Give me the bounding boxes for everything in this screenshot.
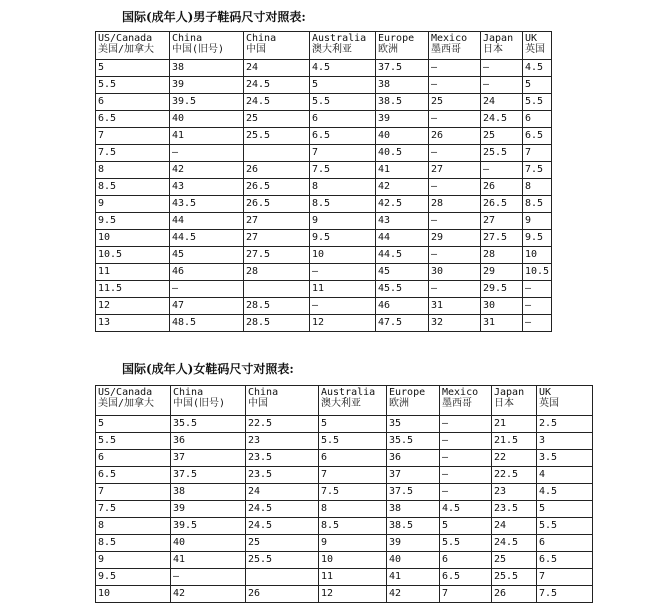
table-row bbox=[96, 586, 593, 603]
column-header bbox=[310, 32, 376, 60]
table-cell: 28 bbox=[429, 196, 481, 213]
column-header-en: Europe bbox=[389, 387, 426, 398]
table-cell: 10 bbox=[310, 247, 376, 264]
table-cell: – bbox=[310, 264, 376, 281]
table-row bbox=[96, 315, 552, 332]
table-row bbox=[96, 467, 593, 484]
table-cell: 8.5 bbox=[319, 518, 387, 535]
table-row bbox=[96, 213, 552, 230]
table-row bbox=[96, 450, 593, 467]
table-cell: 31 bbox=[481, 315, 523, 332]
table-cell: 7 bbox=[310, 145, 376, 162]
column-header-zh: 墨西哥 bbox=[431, 44, 461, 55]
table-cell: 41 bbox=[387, 569, 440, 586]
table-cell: 24.5 bbox=[244, 94, 310, 111]
table-cell: 45 bbox=[376, 264, 429, 281]
table-cell: 31 bbox=[429, 298, 481, 315]
table-cell: 12 bbox=[319, 586, 387, 603]
table-cell: 26 bbox=[481, 179, 523, 196]
table-cell: 26.5 bbox=[244, 196, 310, 213]
table-cell: 8.5 bbox=[96, 535, 171, 552]
table-cell: 26.5 bbox=[244, 179, 310, 196]
table-cell: 47.5 bbox=[376, 315, 429, 332]
table-cell: 21 bbox=[492, 416, 537, 433]
column-header-zh: 墨西哥 bbox=[442, 398, 472, 409]
table-cell: 4 bbox=[537, 467, 593, 484]
table-cell: 37 bbox=[171, 450, 246, 467]
table-cell: 10.5 bbox=[523, 264, 552, 281]
table-cell: 28.5 bbox=[244, 298, 310, 315]
table-cell: 35.5 bbox=[171, 416, 246, 433]
table-cell: 4.5 bbox=[537, 484, 593, 501]
column-header-zh: 澳大利亚 bbox=[312, 44, 352, 55]
table-cell: 35 bbox=[387, 416, 440, 433]
table-cell: – bbox=[170, 145, 244, 162]
table-cell: – bbox=[429, 111, 481, 128]
table-cell: – bbox=[440, 450, 492, 467]
table-cell: – bbox=[523, 298, 552, 315]
column-header bbox=[96, 32, 170, 60]
table-cell: – bbox=[429, 60, 481, 77]
table-cell: – bbox=[429, 77, 481, 94]
table-cell: 25 bbox=[429, 94, 481, 111]
table-cell: 27 bbox=[429, 162, 481, 179]
table-cell: – bbox=[523, 281, 552, 298]
table-cell: 39.5 bbox=[171, 518, 246, 535]
table-cell: 7.5 bbox=[523, 162, 552, 179]
column-header bbox=[481, 32, 523, 60]
table-cell: 44 bbox=[170, 213, 244, 230]
header-row bbox=[96, 386, 593, 416]
column-header bbox=[429, 32, 481, 60]
table-cell: 8 bbox=[319, 501, 387, 518]
column-header-zh: 英国 bbox=[525, 44, 545, 55]
table-cell: 24.5 bbox=[244, 77, 310, 94]
column-header-en: China bbox=[248, 387, 279, 398]
table-cell: 7 bbox=[319, 467, 387, 484]
table-cell: 8.5 bbox=[96, 179, 170, 196]
table-cell: 4.5 bbox=[523, 60, 552, 77]
table-row bbox=[96, 179, 552, 196]
table-cell: 6.5 bbox=[440, 569, 492, 586]
column-header-zh: 中国 bbox=[248, 398, 268, 409]
column-header-en: UK bbox=[525, 33, 538, 44]
table-cell: 7 bbox=[96, 484, 171, 501]
table-row bbox=[96, 281, 552, 298]
table-cell: 5.5 bbox=[440, 535, 492, 552]
table-cell: 37.5 bbox=[387, 484, 440, 501]
table-cell: 5 bbox=[310, 77, 376, 94]
table-cell: 26 bbox=[492, 586, 537, 603]
table-cell: – bbox=[170, 281, 244, 298]
table-cell: 39 bbox=[376, 111, 429, 128]
table-row bbox=[96, 128, 552, 145]
table-cell: 23 bbox=[492, 484, 537, 501]
column-header-zh: 美国/加拿大 bbox=[98, 398, 155, 409]
column-header-zh: 中国 bbox=[246, 44, 266, 55]
table-cell: 47 bbox=[170, 298, 244, 315]
table-cell: – bbox=[171, 569, 246, 586]
table-cell: 38 bbox=[376, 77, 429, 94]
table-cell: 21.5 bbox=[492, 433, 537, 450]
table-cell: 11.5 bbox=[96, 281, 170, 298]
table-cell: 10 bbox=[96, 230, 170, 247]
table-cell: – bbox=[523, 315, 552, 332]
table-cell: 36 bbox=[387, 450, 440, 467]
table-cell: 5.5 bbox=[310, 94, 376, 111]
table-cell: 42 bbox=[387, 586, 440, 603]
column-header-en: Japan bbox=[494, 387, 525, 398]
table-cell: 10 bbox=[96, 586, 171, 603]
column-header-zh: 英国 bbox=[539, 398, 559, 409]
table-cell: 40 bbox=[170, 111, 244, 128]
table-cell: – bbox=[440, 484, 492, 501]
table-row bbox=[96, 145, 552, 162]
column-header-en: US/Canada bbox=[98, 33, 153, 44]
column-header-zh: 欧洲 bbox=[389, 398, 409, 409]
table-cell: – bbox=[310, 298, 376, 315]
table-cell: 25.5 bbox=[492, 569, 537, 586]
table-cell: 5 bbox=[440, 518, 492, 535]
table-cell: 40.5 bbox=[376, 145, 429, 162]
table-cell: 45.5 bbox=[376, 281, 429, 298]
table-cell: 26.5 bbox=[481, 196, 523, 213]
table-cell: 43 bbox=[376, 213, 429, 230]
table-cell: – bbox=[481, 162, 523, 179]
column-header bbox=[96, 386, 171, 416]
column-header bbox=[246, 386, 319, 416]
table-cell: 43 bbox=[170, 179, 244, 196]
table-cell: 9 bbox=[319, 535, 387, 552]
table-cell: 22.5 bbox=[492, 467, 537, 484]
table-cell: 24 bbox=[492, 518, 537, 535]
table-row bbox=[96, 501, 593, 518]
table-cell: 24 bbox=[246, 484, 319, 501]
table-cell: 40 bbox=[387, 552, 440, 569]
table-cell: 25.5 bbox=[481, 145, 523, 162]
table-row bbox=[96, 535, 593, 552]
column-header-zh: 欧洲 bbox=[378, 44, 398, 55]
table-cell: 9.5 bbox=[310, 230, 376, 247]
table-cell: 38.5 bbox=[376, 94, 429, 111]
table-row bbox=[96, 162, 552, 179]
column-header-en: Australia bbox=[321, 387, 376, 398]
table-cell: 23 bbox=[246, 433, 319, 450]
table-cell: 44.5 bbox=[170, 230, 244, 247]
table-row bbox=[96, 94, 552, 111]
column-header bbox=[537, 386, 593, 416]
table-cell: 6.5 bbox=[537, 552, 593, 569]
table-cell: 23.5 bbox=[246, 450, 319, 467]
table-row bbox=[96, 416, 593, 433]
table-cell: 6 bbox=[96, 450, 171, 467]
table-cell: 29 bbox=[429, 230, 481, 247]
table-cell: 5 bbox=[96, 60, 170, 77]
table-cell: 22.5 bbox=[246, 416, 319, 433]
column-header bbox=[170, 32, 244, 60]
header-row bbox=[96, 32, 552, 60]
column-header-en: Mexico bbox=[442, 387, 479, 398]
table-row bbox=[96, 569, 593, 586]
table-cell: 42 bbox=[171, 586, 246, 603]
table-cell: 38 bbox=[387, 501, 440, 518]
table-cell: 5 bbox=[537, 501, 593, 518]
table-cell: 30 bbox=[481, 298, 523, 315]
table-cell: 24 bbox=[481, 94, 523, 111]
table-cell: 7 bbox=[537, 569, 593, 586]
table-cell: 25 bbox=[492, 552, 537, 569]
table-cell: 7.5 bbox=[96, 145, 170, 162]
column-header-zh: 中国(旧号) bbox=[172, 44, 225, 55]
table-cell: 28.5 bbox=[244, 315, 310, 332]
table-cell: 23.5 bbox=[246, 467, 319, 484]
table-cell: 24.5 bbox=[481, 111, 523, 128]
table-row bbox=[96, 247, 552, 264]
table-cell: 39 bbox=[171, 501, 246, 518]
table-row bbox=[96, 552, 593, 569]
table-cell: 9.5 bbox=[96, 213, 170, 230]
table-cell bbox=[246, 569, 319, 586]
table-cell: 6 bbox=[96, 94, 170, 111]
table-cell: 41 bbox=[170, 128, 244, 145]
column-header bbox=[319, 386, 387, 416]
column-header-en: China bbox=[246, 33, 277, 44]
table-cell: 10 bbox=[523, 247, 552, 264]
table-cell: 32 bbox=[429, 315, 481, 332]
table-cell: 27 bbox=[244, 230, 310, 247]
table-cell: 45 bbox=[170, 247, 244, 264]
table-row bbox=[96, 264, 552, 281]
column-header bbox=[376, 32, 429, 60]
table-row bbox=[96, 77, 552, 94]
table-cell: 6 bbox=[319, 450, 387, 467]
table-cell: 2.5 bbox=[537, 416, 593, 433]
table-cell: 43.5 bbox=[170, 196, 244, 213]
table-cell: 42 bbox=[376, 179, 429, 196]
table-cell: 41 bbox=[171, 552, 246, 569]
table-cell: 25.5 bbox=[246, 552, 319, 569]
table-cell: 5 bbox=[523, 77, 552, 94]
table-cell: 26 bbox=[246, 586, 319, 603]
women-size-table bbox=[95, 385, 593, 603]
table-row bbox=[96, 230, 552, 247]
table-cell: 6.5 bbox=[523, 128, 552, 145]
table-cell: 9 bbox=[96, 552, 171, 569]
table-cell: 37 bbox=[387, 467, 440, 484]
column-header bbox=[492, 386, 537, 416]
table-cell: 8.5 bbox=[523, 196, 552, 213]
column-header bbox=[523, 32, 552, 60]
table-cell: 6 bbox=[523, 111, 552, 128]
table-cell: 26 bbox=[429, 128, 481, 145]
table-cell: 28 bbox=[481, 247, 523, 264]
table-cell: 23.5 bbox=[492, 501, 537, 518]
table-cell: 6.5 bbox=[96, 467, 171, 484]
table-cell: 39.5 bbox=[170, 94, 244, 111]
table-cell: 22 bbox=[492, 450, 537, 467]
table-cell: 6.5 bbox=[310, 128, 376, 145]
column-header-zh: 中国(旧号) bbox=[173, 398, 226, 409]
table-row bbox=[96, 433, 593, 450]
table-cell: 9.5 bbox=[523, 230, 552, 247]
column-header-zh: 美国/加拿大 bbox=[98, 44, 155, 55]
table-cell: 27 bbox=[481, 213, 523, 230]
table-cell: 41 bbox=[376, 162, 429, 179]
column-header-en: China bbox=[173, 387, 204, 398]
table-cell: – bbox=[440, 433, 492, 450]
table-cell: 7.5 bbox=[319, 484, 387, 501]
table-cell: – bbox=[429, 213, 481, 230]
table-cell: 8 bbox=[310, 179, 376, 196]
table-cell: 28 bbox=[244, 264, 310, 281]
table-row bbox=[96, 298, 552, 315]
column-header bbox=[171, 386, 246, 416]
table-cell: 24.5 bbox=[492, 535, 537, 552]
column-header-en: US/Canada bbox=[98, 387, 153, 398]
column-header-en: Europe bbox=[378, 33, 415, 44]
table-cell: 8 bbox=[96, 162, 170, 179]
column-header-en: Japan bbox=[483, 33, 514, 44]
table-cell: 10 bbox=[319, 552, 387, 569]
table-cell: 9 bbox=[523, 213, 552, 230]
table-cell: 24 bbox=[244, 60, 310, 77]
table-cell: 46 bbox=[376, 298, 429, 315]
table-cell: – bbox=[429, 179, 481, 196]
table-cell: 29.5 bbox=[481, 281, 523, 298]
table-cell bbox=[244, 281, 310, 298]
table-cell: 36 bbox=[171, 433, 246, 450]
table-row bbox=[96, 484, 593, 501]
table-cell: 38 bbox=[170, 60, 244, 77]
table-cell: – bbox=[429, 247, 481, 264]
column-header-zh: 日本 bbox=[483, 44, 503, 55]
table-cell: 10.5 bbox=[96, 247, 170, 264]
table-cell: 5.5 bbox=[523, 94, 552, 111]
table-cell: 11 bbox=[96, 264, 170, 281]
table-cell: 5.5 bbox=[96, 433, 171, 450]
column-header-en: Mexico bbox=[431, 33, 468, 44]
table-cell: – bbox=[481, 60, 523, 77]
table-cell: 25 bbox=[246, 535, 319, 552]
table-cell: 8 bbox=[96, 518, 171, 535]
table-cell: 13 bbox=[96, 315, 170, 332]
table-cell: 5 bbox=[319, 416, 387, 433]
table-cell: 39 bbox=[387, 535, 440, 552]
men-size-table bbox=[95, 31, 552, 332]
table-cell: 5.5 bbox=[319, 433, 387, 450]
table-cell: 12 bbox=[96, 298, 170, 315]
column-header bbox=[244, 32, 310, 60]
column-header bbox=[387, 386, 440, 416]
table-row bbox=[96, 111, 552, 128]
table-cell: 9 bbox=[96, 196, 170, 213]
table-cell: 6 bbox=[537, 535, 593, 552]
table-cell: 6 bbox=[310, 111, 376, 128]
table-cell: – bbox=[440, 416, 492, 433]
women-table-title: 国际(成年人)女鞋码尺寸对照表: bbox=[122, 362, 294, 376]
table-cell: 37.5 bbox=[171, 467, 246, 484]
table-cell: 35.5 bbox=[387, 433, 440, 450]
table-cell: – bbox=[429, 281, 481, 298]
table-cell: 27.5 bbox=[481, 230, 523, 247]
column-header bbox=[440, 386, 492, 416]
table-cell: 7 bbox=[440, 586, 492, 603]
table-cell bbox=[244, 145, 310, 162]
table-cell: 40 bbox=[376, 128, 429, 145]
table-cell: 4.5 bbox=[310, 60, 376, 77]
table-cell: 3 bbox=[537, 433, 593, 450]
table-cell: 6.5 bbox=[96, 111, 170, 128]
table-cell: 7.5 bbox=[310, 162, 376, 179]
table-cell: 27 bbox=[244, 213, 310, 230]
table-cell: 8.5 bbox=[310, 196, 376, 213]
table-cell: 11 bbox=[319, 569, 387, 586]
table-cell: – bbox=[440, 467, 492, 484]
table-cell: 12 bbox=[310, 315, 376, 332]
column-header-en: Australia bbox=[312, 33, 367, 44]
table-cell: 24.5 bbox=[246, 501, 319, 518]
table-cell: 9 bbox=[310, 213, 376, 230]
table-cell: 7.5 bbox=[537, 586, 593, 603]
table-cell: 7.5 bbox=[96, 501, 171, 518]
table-cell: 29 bbox=[481, 264, 523, 281]
table-cell: 39 bbox=[170, 77, 244, 94]
table-cell: 27.5 bbox=[244, 247, 310, 264]
table-cell: 25.5 bbox=[244, 128, 310, 145]
column-header-zh: 日本 bbox=[494, 398, 514, 409]
men-table-title: 国际(成年人)男子鞋码尺寸对照表: bbox=[122, 10, 306, 24]
table-cell: 42.5 bbox=[376, 196, 429, 213]
table-cell: 24.5 bbox=[246, 518, 319, 535]
table-cell: 42 bbox=[170, 162, 244, 179]
table-cell: 6 bbox=[440, 552, 492, 569]
table-row bbox=[96, 518, 593, 535]
table-row bbox=[96, 196, 552, 213]
table-cell: 5 bbox=[96, 416, 171, 433]
table-cell: – bbox=[481, 77, 523, 94]
table-cell: 8 bbox=[523, 179, 552, 196]
table-cell: 44 bbox=[376, 230, 429, 247]
table-cell: 25 bbox=[481, 128, 523, 145]
column-header-en: China bbox=[172, 33, 203, 44]
table-cell: 25 bbox=[244, 111, 310, 128]
table-cell: 5.5 bbox=[96, 77, 170, 94]
column-header-zh: 澳大利亚 bbox=[321, 398, 361, 409]
table-cell: 30 bbox=[429, 264, 481, 281]
table-row bbox=[96, 60, 552, 77]
table-cell: 46 bbox=[170, 264, 244, 281]
column-header-en: UK bbox=[539, 387, 552, 398]
table-cell: 37.5 bbox=[376, 60, 429, 77]
table-cell: 3.5 bbox=[537, 450, 593, 467]
table-cell: 48.5 bbox=[170, 315, 244, 332]
table-cell: 38 bbox=[171, 484, 246, 501]
table-cell: 26 bbox=[244, 162, 310, 179]
table-cell: 7 bbox=[523, 145, 552, 162]
table-cell: – bbox=[429, 145, 481, 162]
table-cell: 44.5 bbox=[376, 247, 429, 264]
table-cell: 38.5 bbox=[387, 518, 440, 535]
table-cell: 5.5 bbox=[537, 518, 593, 535]
table-cell: 11 bbox=[310, 281, 376, 298]
table-cell: 4.5 bbox=[440, 501, 492, 518]
table-cell: 40 bbox=[171, 535, 246, 552]
table-cell: 9.5 bbox=[96, 569, 171, 586]
table-cell: 7 bbox=[96, 128, 170, 145]
